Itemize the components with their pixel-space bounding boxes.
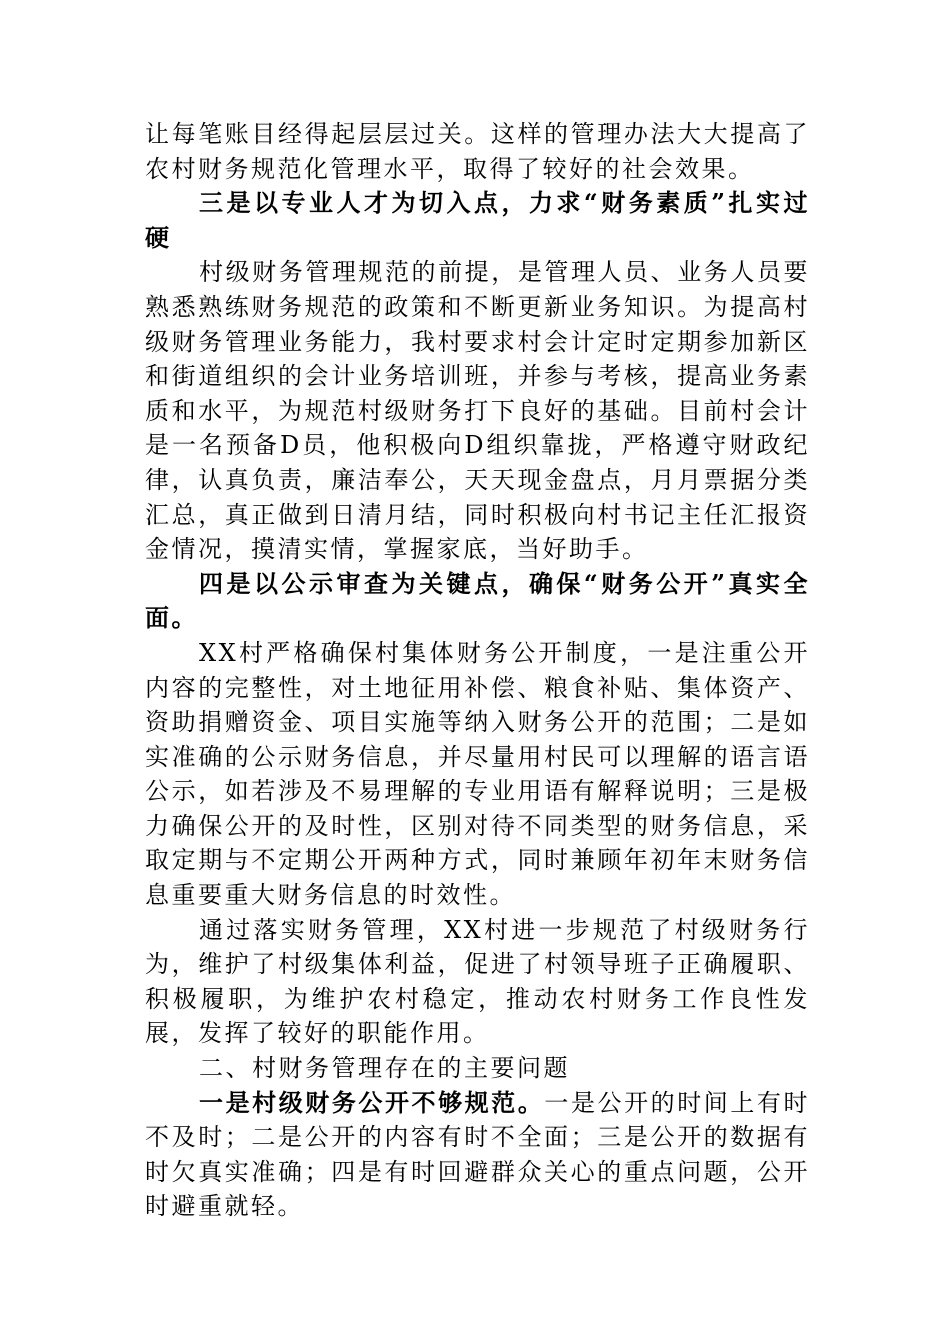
document-page xyxy=(145,117,810,1224)
paragraph-accountant-training: 村级财务管理规范的前提，是管理人员、业务人员要熟悉熟练财务规范的政策和不断更新业务知识。为提高村级财务管理业务能力，我村要求村会计定时定期参加新区和街道组织的会计业务培训班，并参与考核，提高业务素质和水平，为规范村级财务打下良好的基础。目前村会计是一名预备D员，他积极向D组织靠拢，严格遵守财政纪律，认真负责，廉洁奉公，天天现金盘点，月月票据分类汇总，真正做到日清月结，同时积极向村书记主任汇报资金情况，摸清实情，掌握家底，当好助手。 xyxy=(145,258,810,564)
paragraph-disclosure-system: XX村严格确保村集体财务公开制度，一是注重公开内容的完整性，对土地征用补偿、粮食补贴、集体资产、资助捐赠资金、项目实施等纳入财务公开的范围；二是如实准确的公示财务信息，并尽量用村民可以理解的语言语公示，如若涉及不易理解的专业用语有解释说明；三是极力确保公开的及时性，区别对待不同类型的财务信息，采取定期与不定期公开两种方式，同时兼顾年初年末财务信息重要重大财务信息的时效性。 xyxy=(145,638,810,910)
paragraph-problem-one xyxy=(145,1086,810,1224)
paragraph-rest: 一是公开的时间上有时不及时；二是公开的内容有时不全面；三是公开的数据有时欠真实准确；四是有时回避群众关心的重点问题，公开时避重就轻。 xyxy=(145,1088,811,1221)
paragraph-summary: 通过落实财务管理，XX村进一步规范了村级财务行为，维护了村级集体利益，促进了村领导班子正确履职、积极履职，为维护农村稳定，推动农村财务工作良性发展，发挥了较好的职能作用。 xyxy=(145,915,810,1048)
section-heading-professional-talent: 三是以专业人才为切入点，力求“财务素质”扎实过硬 xyxy=(145,188,810,252)
chapter-heading-main-problems: 二、村财务管理存在的主要问题 xyxy=(199,1054,570,1083)
section-heading-public-disclosure: 四是以公示审查为关键点，确保“财务公开”真实全面。 xyxy=(145,568,810,633)
paragraph-continuation: 让每笔账目经得起层层过关。这样的管理办法大大提高了农村财务规范化管理水平，取得了较好的社会效果。 xyxy=(145,120,810,183)
paragraph-lead-bold: 一是村级财务公开不够规范。 xyxy=(199,1087,545,1117)
